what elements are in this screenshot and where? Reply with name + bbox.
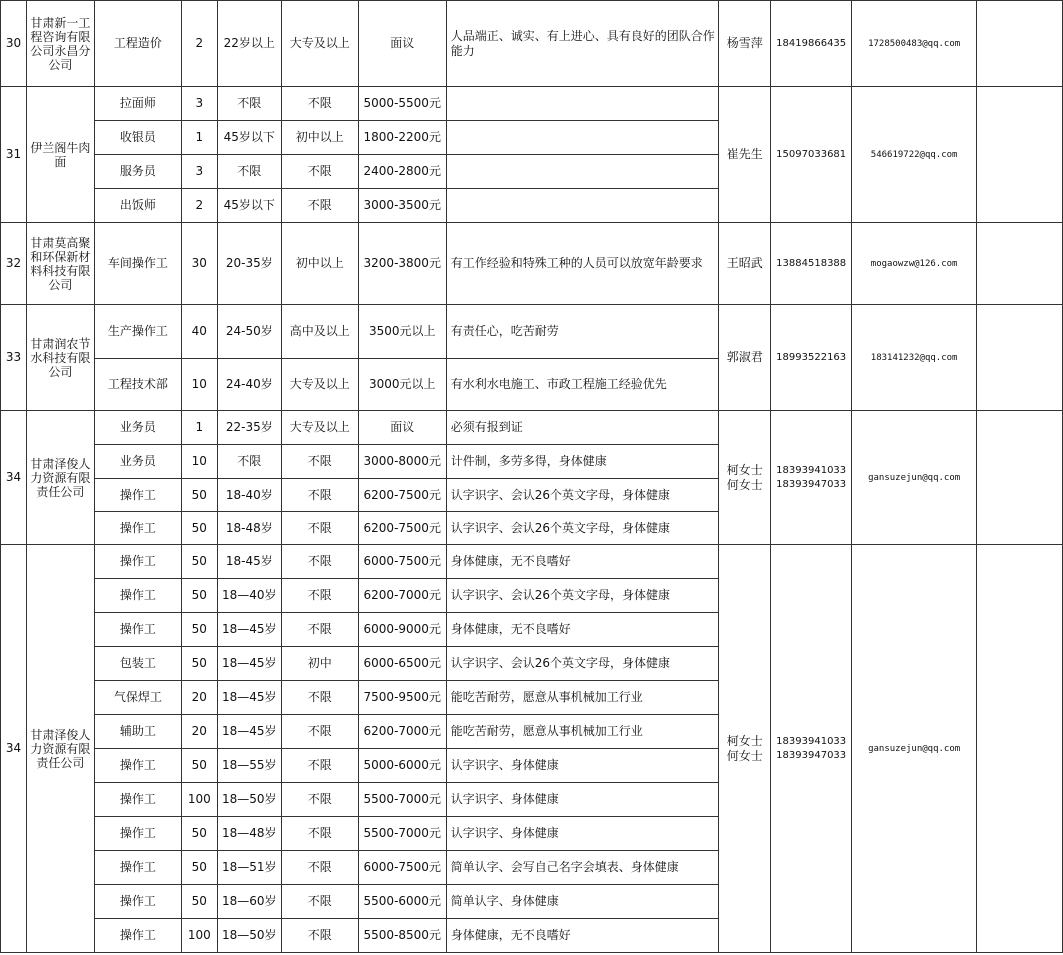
job-salary: 6000-7500元 (358, 545, 446, 579)
job-age: 18—45岁 (217, 715, 281, 749)
blank-column (977, 1, 1063, 87)
contact-person (719, 545, 771, 953)
job-title: 操作工 (94, 885, 181, 919)
company-name: 伊兰阁牛肉面 (26, 87, 94, 223)
job-age: 不限 (217, 155, 281, 189)
job-salary: 6000-9000元 (358, 613, 446, 647)
job-count: 40 (181, 305, 217, 359)
job-age: 18—60岁 (217, 885, 281, 919)
job-age: 24-50岁 (217, 305, 281, 359)
job-age: 45岁以下 (217, 121, 281, 155)
job-title: 气保焊工 (94, 681, 181, 715)
job-title: 工程造价 (94, 1, 181, 87)
job-title: 操作工 (94, 545, 181, 579)
job-salary: 3000-3500元 (358, 189, 446, 223)
job-salary: 2400-2800元 (358, 155, 446, 189)
job-requirement: 简单认字、身体健康 (446, 885, 718, 919)
phone-number: 18393947033 (776, 749, 847, 761)
contact-email: gansuzejun@qq.com (852, 545, 977, 953)
job-requirement: 人品端正、诚实、有上进心、具有良好的团队合作能力 (446, 1, 718, 87)
job-title: 操作工 (94, 579, 181, 613)
job-title: 拉面师 (94, 87, 181, 121)
job-requirement: 认字识字、会认26个英文字母，身体健康 (446, 647, 718, 681)
job-count: 50 (181, 579, 217, 613)
job-age: 18—48岁 (217, 817, 281, 851)
job-title: 操作工 (94, 512, 181, 545)
job-title: 生产操作工 (94, 305, 181, 359)
job-requirement: 能吃苦耐劳，愿意从事机械加工行业 (446, 681, 718, 715)
phone-number: 18393941033 (776, 735, 847, 747)
job-salary: 6200-7500元 (358, 512, 446, 545)
contact-name: 杨雪萍 (726, 36, 763, 50)
job-requirement: 认字识字、身体健康 (446, 817, 718, 851)
job-salary: 5000-6000元 (358, 749, 446, 783)
job-count: 50 (181, 851, 217, 885)
job-count: 50 (181, 817, 217, 851)
job-age: 20-35岁 (217, 223, 281, 305)
contact-email: 183141232@qq.com (852, 305, 977, 411)
job-requirement: 简单认字、会写自己名字会填表、身体健康 (446, 851, 718, 885)
job-education: 大专及以上 (281, 359, 358, 411)
job-title: 工程技术部 (94, 359, 181, 411)
job-count: 50 (181, 545, 217, 579)
job-count: 1 (181, 121, 217, 155)
job-requirement: 计件制，多劳多得，身体健康 (446, 445, 718, 479)
job-count: 50 (181, 749, 217, 783)
job-title: 业务员 (94, 445, 181, 479)
job-salary: 5500-8500元 (358, 919, 446, 953)
job-title: 操作工 (94, 479, 181, 512)
job-requirement: 身体健康，无不良嗜好 (446, 613, 718, 647)
job-title: 收银员 (94, 121, 181, 155)
blank-column (977, 411, 1063, 545)
job-requirement: 身体健康，无不良嗜好 (446, 919, 718, 953)
table-row (1, 1, 1063, 87)
job-salary: 6000-7500元 (358, 851, 446, 885)
job-count: 10 (181, 359, 217, 411)
job-age: 18—40岁 (217, 579, 281, 613)
job-requirement: 身体健康，无不良嗜好 (446, 545, 718, 579)
job-requirement: 能吃苦耐劳，愿意从事机械加工行业 (446, 715, 718, 749)
job-education: 不限 (281, 817, 358, 851)
contact-name: 何女士 (726, 748, 763, 763)
table-row (1, 223, 1063, 305)
job-education: 初中 (281, 647, 358, 681)
job-education: 不限 (281, 155, 358, 189)
job-count: 2 (181, 1, 217, 87)
job-salary: 3000-8000元 (358, 445, 446, 479)
job-count: 50 (181, 885, 217, 919)
job-count: 50 (181, 647, 217, 681)
job-title: 操作工 (94, 851, 181, 885)
contact-name: 崔先生 (726, 147, 763, 161)
table-row (1, 545, 1063, 579)
company-number: 31 (1, 87, 27, 223)
job-count: 50 (181, 613, 217, 647)
job-salary: 1800-2200元 (358, 121, 446, 155)
job-title: 包装工 (94, 647, 181, 681)
phone-number: 18393941033 (776, 464, 847, 476)
job-title: 出饭师 (94, 189, 181, 223)
company-number: 34 (1, 411, 27, 545)
job-education: 不限 (281, 445, 358, 479)
job-count: 50 (181, 479, 217, 512)
job-title: 操作工 (94, 749, 181, 783)
phone-number: 18419866435 (776, 37, 847, 49)
company-name: 甘肃润农节水科技有限公司 (26, 305, 94, 411)
job-count: 20 (181, 715, 217, 749)
contact-email: 1728500483@qq.com (852, 1, 977, 87)
job-requirement (446, 87, 718, 121)
company-name: 甘肃泽俊人力资源有限责任公司 (26, 545, 94, 953)
job-salary: 6000-6500元 (358, 647, 446, 681)
company-name: 甘肃新一工程咨询有限公司永昌分公司 (26, 1, 94, 87)
contact-phone (771, 411, 852, 545)
job-count: 100 (181, 919, 217, 953)
job-requirement: 认字识字、身体健康 (446, 749, 718, 783)
contact-phone (771, 87, 852, 223)
job-count: 30 (181, 223, 217, 305)
job-education: 不限 (281, 715, 358, 749)
job-age: 45岁以下 (217, 189, 281, 223)
job-requirement: 必须有报到证 (446, 411, 718, 445)
job-age: 不限 (217, 445, 281, 479)
job-education: 不限 (281, 512, 358, 545)
job-education: 不限 (281, 749, 358, 783)
job-age: 18—51岁 (217, 851, 281, 885)
job-count: 1 (181, 411, 217, 445)
job-requirement (446, 155, 718, 189)
job-salary: 面议 (358, 411, 446, 445)
job-requirement: 认字识字、会认26个英文字母，身体健康 (446, 512, 718, 545)
job-salary: 5000-5500元 (358, 87, 446, 121)
contact-phone (771, 545, 852, 953)
contact-phone (771, 223, 852, 305)
blank-column (977, 223, 1063, 305)
job-education: 大专及以上 (281, 411, 358, 445)
job-age: 18-48岁 (217, 512, 281, 545)
job-count: 2 (181, 189, 217, 223)
job-title: 操作工 (94, 817, 181, 851)
job-age: 18—50岁 (217, 919, 281, 953)
blank-column (977, 545, 1063, 953)
job-title: 操作工 (94, 919, 181, 953)
job-age: 18—50岁 (217, 783, 281, 817)
job-salary: 面议 (358, 1, 446, 87)
job-education: 初中以上 (281, 121, 358, 155)
job-salary: 3500元以上 (358, 305, 446, 359)
contact-name: 王昭武 (726, 256, 763, 270)
table-row (1, 411, 1063, 445)
phone-number: 18993522163 (776, 351, 847, 363)
contact-email: mogaowzw@126.com (852, 223, 977, 305)
job-requirement: 认字识字、身体健康 (446, 783, 718, 817)
job-requirement (446, 189, 718, 223)
job-education: 初中以上 (281, 223, 358, 305)
contact-person (719, 1, 771, 87)
job-education: 不限 (281, 479, 358, 512)
job-age: 18—45岁 (217, 613, 281, 647)
job-requirement: 有责任心，吃苦耐劳 (446, 305, 718, 359)
job-salary: 6200-7000元 (358, 579, 446, 613)
job-age: 18—45岁 (217, 681, 281, 715)
job-title: 服务员 (94, 155, 181, 189)
job-count: 50 (181, 512, 217, 545)
job-salary: 5500-7000元 (358, 817, 446, 851)
phone-number: 15097033681 (776, 148, 847, 160)
job-requirement: 有水利水电施工、市政工程施工经验优先 (446, 359, 718, 411)
job-count: 20 (181, 681, 217, 715)
contact-person (719, 223, 771, 305)
job-education: 不限 (281, 87, 358, 121)
job-age: 24-40岁 (217, 359, 281, 411)
job-education: 不限 (281, 851, 358, 885)
job-count: 100 (181, 783, 217, 817)
table-row (1, 305, 1063, 359)
contact-name: 柯女士 (726, 733, 763, 748)
table-row (1, 87, 1063, 121)
contact-person (719, 411, 771, 545)
phone-number: 18393947033 (776, 478, 847, 490)
company-number: 32 (1, 223, 27, 305)
job-salary: 3000元以上 (358, 359, 446, 411)
company-name: 甘肃莫高聚和环保新材料科技有限公司 (26, 223, 94, 305)
company-number: 33 (1, 305, 27, 411)
job-title: 辅助工 (94, 715, 181, 749)
contact-phone (771, 1, 852, 87)
contact-person (719, 87, 771, 223)
job-requirement: 认字识字、会认26个英文字母，身体健康 (446, 579, 718, 613)
job-education: 不限 (281, 783, 358, 817)
job-salary: 3200-3800元 (358, 223, 446, 305)
contact-name: 郭淑君 (726, 350, 763, 364)
contact-name: 何女士 (726, 477, 763, 492)
job-age: 18—45岁 (217, 647, 281, 681)
job-count: 3 (181, 87, 217, 121)
contact-email: 546619722@qq.com (852, 87, 977, 223)
job-salary: 6200-7000元 (358, 715, 446, 749)
job-age: 18-40岁 (217, 479, 281, 512)
job-salary: 6200-7500元 (358, 479, 446, 512)
job-title: 业务员 (94, 411, 181, 445)
job-title: 车间操作工 (94, 223, 181, 305)
company-number: 34 (1, 545, 27, 953)
job-count: 10 (181, 445, 217, 479)
job-education: 不限 (281, 681, 358, 715)
phone-number: 13884518388 (776, 257, 847, 269)
job-age: 22-35岁 (217, 411, 281, 445)
contact-name: 柯女士 (726, 462, 763, 477)
job-title: 操作工 (94, 613, 181, 647)
job-title: 操作工 (94, 783, 181, 817)
blank-column (977, 87, 1063, 223)
job-salary: 7500-9500元 (358, 681, 446, 715)
job-count: 3 (181, 155, 217, 189)
job-requirement (446, 121, 718, 155)
job-education: 不限 (281, 613, 358, 647)
job-age: 不限 (217, 87, 281, 121)
job-education: 不限 (281, 545, 358, 579)
job-requirement: 有工作经验和特殊工种的人员可以放宽年龄要求 (446, 223, 718, 305)
job-education: 大专及以上 (281, 1, 358, 87)
contact-person (719, 305, 771, 411)
job-requirement: 认字识字、会认26个英文字母，身体健康 (446, 479, 718, 512)
job-age: 18-45岁 (217, 545, 281, 579)
job-education: 不限 (281, 919, 358, 953)
job-education: 不限 (281, 189, 358, 223)
blank-column (977, 305, 1063, 411)
job-age: 22岁以上 (217, 1, 281, 87)
job-education: 不限 (281, 885, 358, 919)
job-salary: 5500-7000元 (358, 783, 446, 817)
job-age: 18—55岁 (217, 749, 281, 783)
company-name: 甘肃泽俊人力资源有限责任公司 (26, 411, 94, 545)
company-number: 30 (1, 1, 27, 87)
job-salary: 5500-6000元 (358, 885, 446, 919)
job-education: 高中及以上 (281, 305, 358, 359)
job-education: 不限 (281, 579, 358, 613)
contact-email: gansuzejun@qq.com (852, 411, 977, 545)
contact-phone (771, 305, 852, 411)
